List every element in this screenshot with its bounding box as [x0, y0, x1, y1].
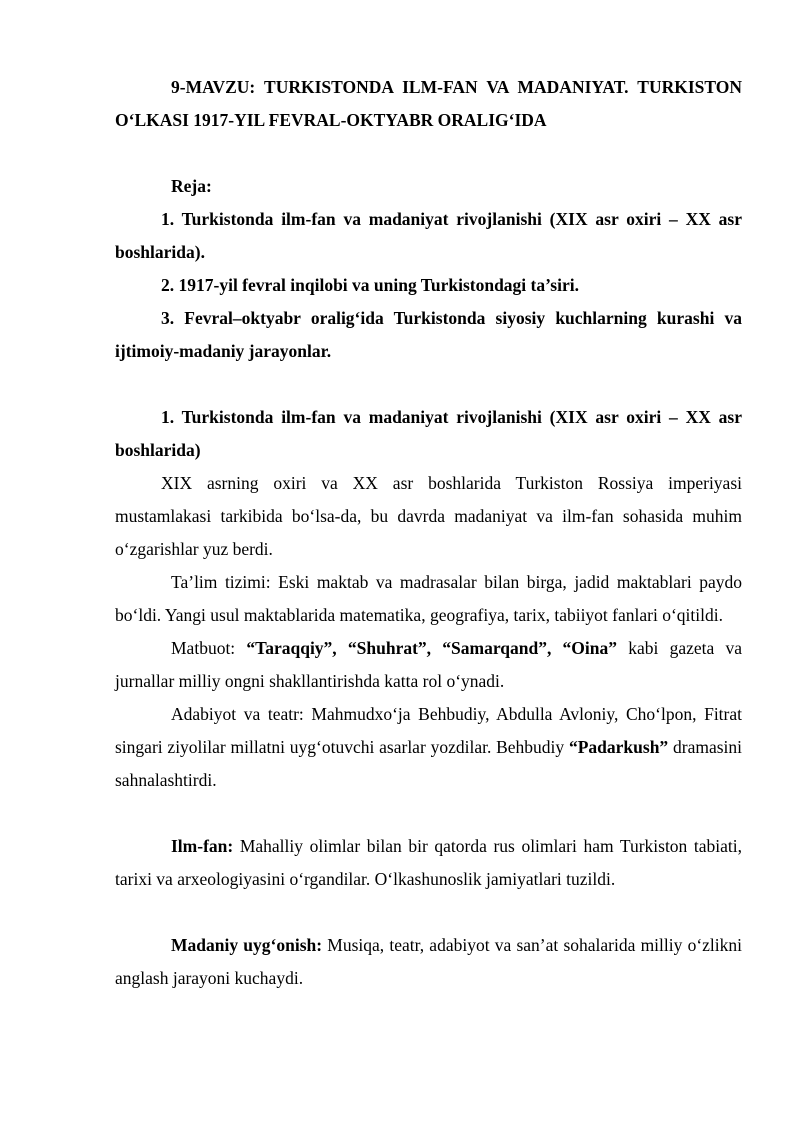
document-title: 9-MAVZU: TURKISTONDA ILM-FAN VA MADANIYAT. TURKISTON O‘LKASI 1917-YIL FEVRAL-OKTYABR ORALIG‘IDA [115, 77, 742, 130]
education-paragraph: Ta’lim tizimi: Eski maktab va madrasalar bilan birga, jadid maktablari paydo bo‘ldi. Yangi usul maktablarida matematika, geografiya, tarix, tabiiyot fanlari o‘qitildi. [115, 572, 742, 625]
press-names: “Taraqqiy”, “Shuhrat”, “Samarqand”, “Oina” [246, 638, 618, 658]
awakening-label: Madaniy uyg‘onish: [171, 935, 323, 955]
document-page [115, 71, 742, 995]
intro-paragraph: XIX asrning oxiri va XX asr boshlarida Turkiston Rossiya imperiyasi mustamlakasi tarkibida bo‘lsa-da, bu davrda madaniyat va ilm-fan sohasida muhim o‘zgarishlar yuz berdi. [115, 473, 742, 559]
press-paragraph [115, 632, 742, 698]
awakening-text: Musiqa, teatr, adabiyot va san’at sohalarida milliy o‘zlikni anglash jarayoni kuchaydi. [115, 935, 743, 988]
press-label: Matbuot: [171, 638, 236, 658]
awakening-paragraph [115, 929, 742, 995]
science-label: Ilm-fan: [171, 836, 234, 856]
literature-text: Adabiyot va teatr: Mahmudxo‘ja Behbudiy, Abdulla Avloniy, Cho‘lpon, Fitrat singari ziyolilar millatni uyg‘otuvchi asarlar yozdilar. Behbudiy [115, 704, 742, 757]
section-heading: 1. Turkistonda ilm-fan va madaniyat rivojlanishi (XIX asr oxiri – XX asr boshlarida) [115, 407, 742, 460]
literature-paragraph [115, 698, 742, 797]
spacer [115, 896, 742, 929]
literature-end: dramasini sahnalashtirdi. [115, 737, 743, 790]
spacer [115, 137, 742, 170]
spacer [115, 797, 742, 830]
literature-play: “Padarkush” [568, 737, 669, 757]
science-paragraph [115, 830, 742, 896]
science-text: Mahalliy olimlar bilan bir qatorda rus olimlari ham Turkiston tabiati, tarixi va arxeologiyasini o‘rgandilar. O‘lkashunoslik jamiyatlari tuzildi. [115, 836, 743, 889]
press-text: kabi gazeta va jurnallar milliy ongni shakllantirishda katta rol o‘ynadi. [115, 638, 743, 691]
plan-item-2: 2. 1917-yil fevral inqilobi va uning Turkistondagi ta’siri. [161, 275, 579, 295]
plan-heading: Reja: [171, 176, 212, 196]
plan-item-3: 3. Fevral–oktyabr oralig‘ida Turkistonda siyosiy kuchlarning kurashi va ijtimoiy-madaniy jarayonlar. [115, 308, 742, 361]
plan-item-1: 1. Turkistonda ilm-fan va madaniyat rivojlanishi (XIX asr oxiri – XX asr boshlarida). [115, 209, 742, 262]
spacer [115, 368, 742, 401]
